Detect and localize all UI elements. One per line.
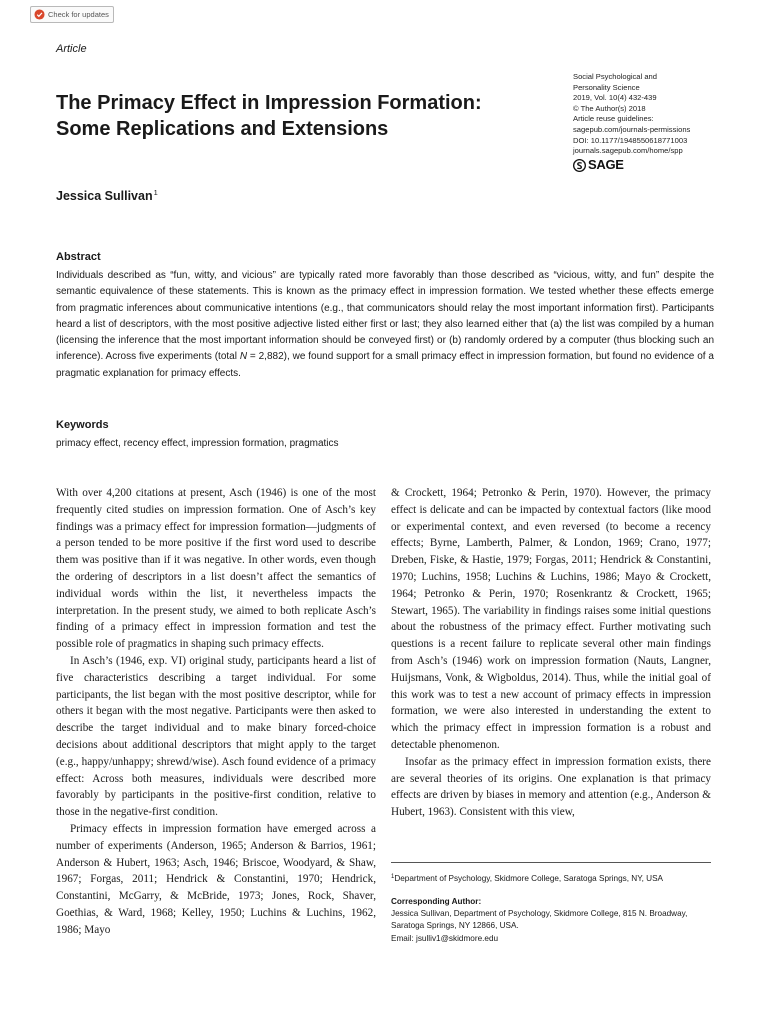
check-for-updates-label: Check for updates: [48, 10, 109, 19]
body-right-column: [391, 485, 711, 821]
check-for-updates-button[interactable]: [30, 6, 114, 23]
author: [56, 188, 158, 203]
journal-name-line2: Personality Science: [573, 82, 640, 92]
abstract-heading: Abstract: [56, 251, 101, 263]
footnote-text: Department of Psychology, Skidmore College, Saratoga Springs, NY, USA: [394, 874, 663, 883]
corresponding-heading: Corresponding Author:: [391, 897, 482, 906]
journal-info: [573, 72, 733, 172]
author-name: Jessica Sullivan: [56, 189, 153, 203]
sage-logo: [573, 156, 733, 172]
article-title: [56, 90, 576, 142]
journal-volume: 2019, Vol. 10(4) 432-439: [573, 93, 657, 103]
journal-reuse-link[interactable]: sagepub.com/journals-permissions: [573, 124, 691, 134]
sage-logo-icon: [573, 159, 586, 172]
keywords-list: primacy effect, recency effect, impression formation, pragmatics: [56, 438, 339, 449]
footnote-divider: [391, 862, 711, 863]
update-icon: [34, 9, 45, 20]
sage-logo-text: SAGE: [588, 156, 624, 172]
abstract-part2: = 2,882), we found support for a small primacy effect in impression formation, but found no evidence of a pragmatic explanation for primacy effects.: [56, 351, 714, 379]
corresponding-line2: Saratoga Springs, NY 12866, USA.: [391, 921, 519, 931]
journal-name-line1: Social Psychological and: [573, 72, 658, 81]
journal-copyright: © The Author(s) 2018: [573, 103, 646, 113]
journal-doi[interactable]: DOI: 10.1177/1948550618771003: [573, 135, 688, 145]
body-paragraph: Primacy effects in impression formation have emerged across a number of experiments (Anderson, 1965; Anderson & Barrios, 1961; Anderson & Hubert, 1963; Asch, 1946; Briscoe, Woodyard, & Shaw, 1967; Forgas, 2011; Hendrick & Constantini, 1970; Hendrick, Constantini, McGarry, & McBride, 1973; Jones, Rock, Shaver, Goethias, & Ward, 1968; Kelley, 1950; Luchins & Luchins, 1962, 1986; Mayo: [56, 822, 376, 936]
keywords-heading: Keywords: [56, 419, 109, 431]
body-paragraph: Insofar as the primacy effect in impression formation exists, there are several theories of its origins. One explanation is that primacy effects are driven by biases in memory and attention (e.g., Anderson & Hubert, 1963). Consistent with this view,: [391, 755, 711, 819]
author-affiliation-mark: 1: [153, 188, 158, 197]
abstract-part1: Individuals described as “fun, witty, and vicious” are typically rated more favorably than those described as “vicious, witty, and fun” despite the semantic equivalence of these statements. This is known as the primacy effect in impression formation. We tested whether these effects emerge from pragmatic inferences about communicative intentions (e.g., that communicators should relay the most important information first). Participants heard a list of descriptors, with the most positive adjective listed either first or last; they also learned either that (a) the list was compiled by a human (licensing the inference that the most important information should be conveyed first) or (b) randomly ordered by a computer (thus blocking such an inference). Across five experiments (total: [56, 270, 714, 363]
corresponding-line1: Jessica Sullivan, Department of Psychology, Skidmore College, 815 N. Broadway,: [391, 909, 688, 919]
abstract-text: [56, 268, 714, 382]
corresponding-author: [391, 896, 721, 945]
article-title-line1: The Primacy Effect in Impression Formation:: [56, 92, 482, 114]
body-paragraph: & Crockett, 1964; Petronko & Perin, 1970). However, the primacy effect is delicate and can be impacted by contextual factors (like mood or experimental context, and even reversed (to become a recency effects; Byrne, Lamberth, Palmer, & London, 1969; Crano, 1977; Dreben, Fiske, & Hastie, 1979; Forgas, 2011; Hendrick & Constantini, 1970; Luchins, 1958; Luchins & Luchins, 1986; Mayo & Crockett, 1964; Petronko & Perin, 1970; Rosenkrantz & Crockett, 1965; Stewart, 1965). The variability in findings raises some initial questions about the robustness of the primacy effect. Further motivating such questions is a recent failure to replicate several other main findings from Asch’s (1946) work on impression formation (Nauts, Langner, Huijsmans, Vonk, & Wigboldus, 2014). Thus, while the initial goal of this work was to test a new account of primacy effects in impression formation, we were also interested in understanding the extent to which the primacy effect in impression formation is a robust and detectable phenomenon.: [391, 487, 711, 751]
journal-home-link[interactable]: journals.sagepub.com/home/spp: [573, 146, 683, 156]
journal-reuse-label: Article reuse guidelines:: [573, 114, 654, 124]
footnote-mark: 1: [391, 874, 395, 880]
article-type: Article: [56, 43, 87, 55]
abstract-n-symbol: N: [239, 351, 248, 363]
corresponding-email[interactable]: Email: jsulliv1@skidmore.edu: [391, 933, 499, 943]
body-paragraph: In Asch’s (1946, exp. VI) original study, participants heard a list of five characteristics describing a target individual. For some participants, the list began with the most positive descriptor, while for others it began with the most negative. Participants were then asked to describe the target individual and to make binary forced-choice decisions about additional descriptors that might apply to the target (e.g., happy/unhappy; shrewd/wise). Asch found evidence of a primacy effect: Across both measures, individuals were described more favorably by participants in the positive-first condition, relative to those in the negative-first condition.: [56, 654, 376, 819]
affiliation-footnote: [391, 871, 721, 885]
body-left-column: [56, 485, 376, 939]
body-paragraph: With over 4,200 citations at present, Asch (1946) is one of the most frequently cited studies on impression formation. One of Asch’s key findings was a primacy effect for impression formation—judgments of a person tended to be more positive if the first word used to describe them was positive than if it was negative. In other words, even though the ordering of descriptors in a list doesn’t affect the semantics of individual words within the list, it nevertheless impacts the interpretation. In the present study, we aimed to both replicate Asch’s finding of a primacy effect in impression formation and test the possible role of pragmatics in shaping such primacy effects.: [56, 487, 376, 651]
article-title-line2: Some Replications and Extensions: [56, 118, 389, 140]
